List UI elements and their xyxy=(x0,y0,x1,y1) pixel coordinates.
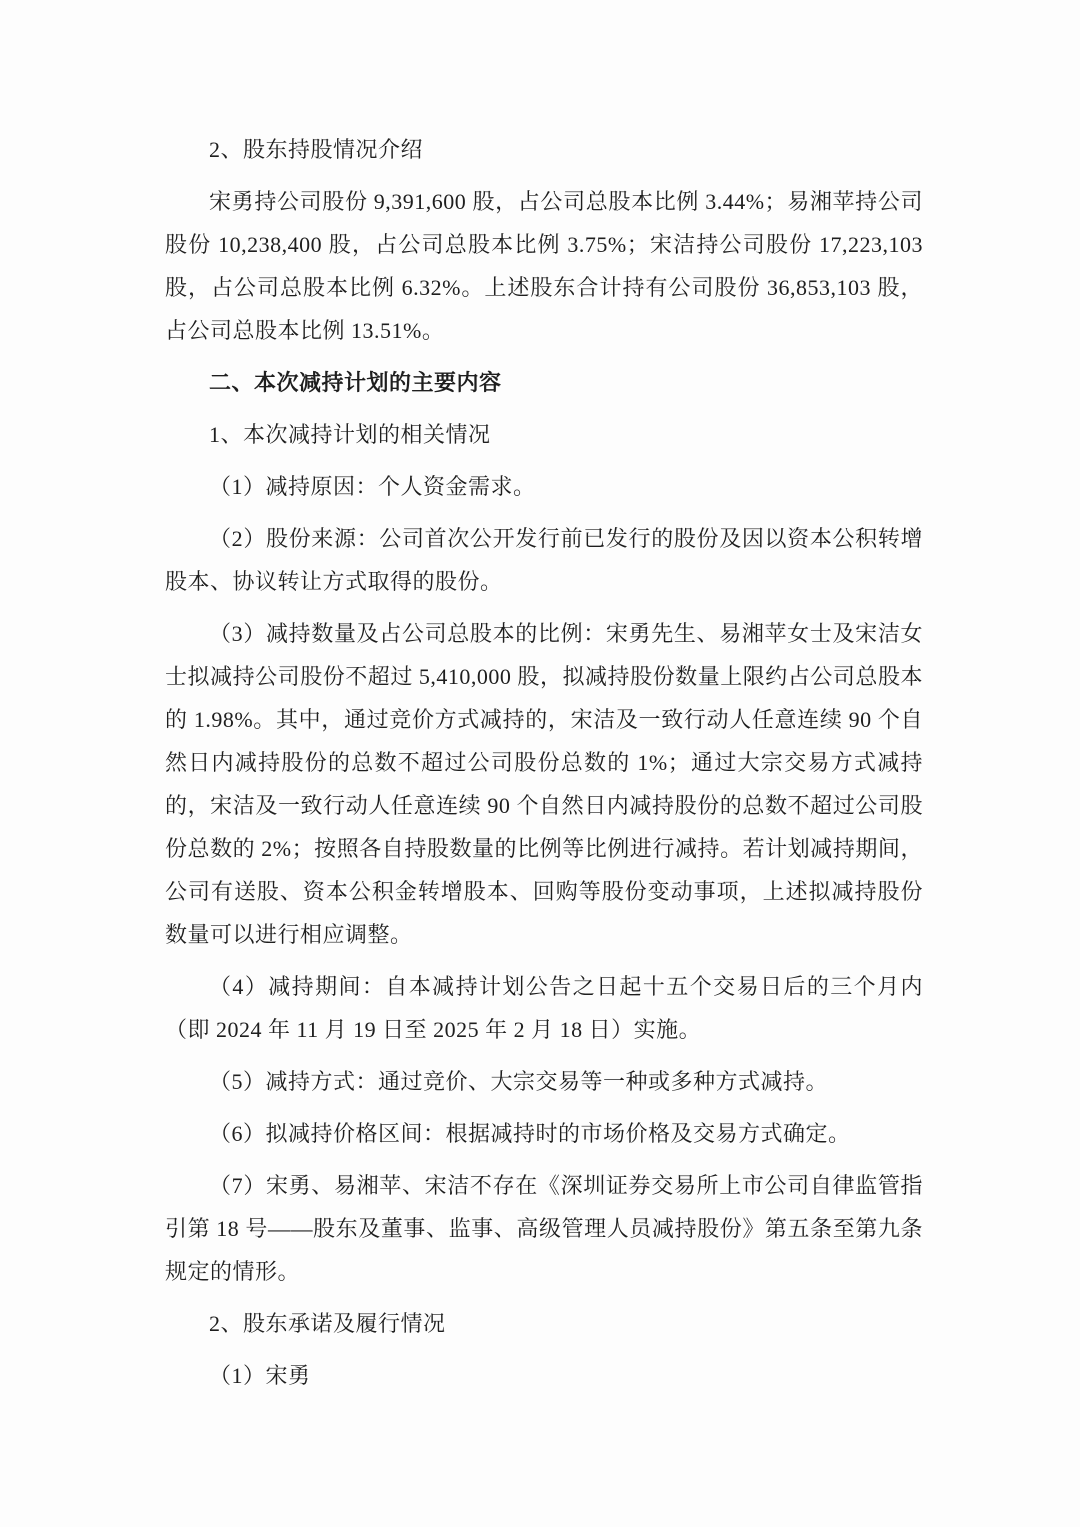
document-content xyxy=(165,128,923,1397)
paragraph-item-7-compliance: （7）宋勇、易湘苹、宋洁不存在《深圳证券交易所上市公司自律监管指引第 18 号——股东及董事、监事、高级管理人员减持股份》第五条至第九条规定的情形。 xyxy=(165,1173,923,1284)
paragraph-commitment-songyong: （1）宋勇 xyxy=(209,1363,311,1388)
paragraph-item-2-source: （2）股份来源：公司首次公开发行前已发行的股份及因以资本公积转增股本、协议转让方式取得的股份。 xyxy=(165,526,923,594)
heading-section-two: 二、本次减持计划的主要内容 xyxy=(209,370,502,395)
paragraph-item-5-method: （5）减持方式：通过竞价、大宗交易等一种或多种方式减持。 xyxy=(209,1069,829,1094)
subheading-plan-overview: 1、本次减持计划的相关情况 xyxy=(209,422,491,447)
paragraph-item-4-period: （4）减持期间：自本减持计划公告之日起十五个交易日后的三个月内（即 2024 年 11 月 19 日至 2025 年 2 月 18 日）实施。 xyxy=(165,974,923,1042)
paragraph-item-3-quantity: （3）减持数量及占公司总股本的比例：宋勇先生、易湘苹女士及宋洁女士拟减持公司股份不超过 5,410,000 股，拟减持股份数量上限约占公司总股本的 1.98%。其中，通过竞价方式减持的，宋洁及一致行动人任意连续 90 个自然日内减持股份的总数不超过公司股份总数的 1%；通过大宗交易方式减持的，宋洁及一致行动人任意连续 90 个自然日内减持股份的总数不超过公司股份总数的 2%；按照各自持股数量的比例等比例进行减持。若计划减持期间，公司有送股、资本公积金转增股本、回购等股份变动事项，上述拟减持股份数量可以进行相应调整。 xyxy=(165,621,923,947)
subheading-shareholding-intro: 2、股东持股情况介绍 xyxy=(209,137,424,162)
paragraph-item-1-reason: （1）减持原因：个人资金需求。 xyxy=(209,474,536,499)
subheading-commitment: 2、股东承诺及履行情况 xyxy=(209,1311,446,1336)
paragraph-item-6-price: （6）拟减持价格区间：根据减持时的市场价格及交易方式确定。 xyxy=(209,1121,851,1146)
paragraph-shareholding-detail: 宋勇持公司股份 9,391,600 股，占公司总股本比例 3.44%；易湘苹持公司股份 10,238,400 股，占公司总股本比例 3.75%；宋洁持公司股份 17,223,103 股，占公司总股本比例 6.32%。上述股东合计持有公司股份 36,853,103 股，占公司总股本比例 13.51%。 xyxy=(165,189,923,343)
